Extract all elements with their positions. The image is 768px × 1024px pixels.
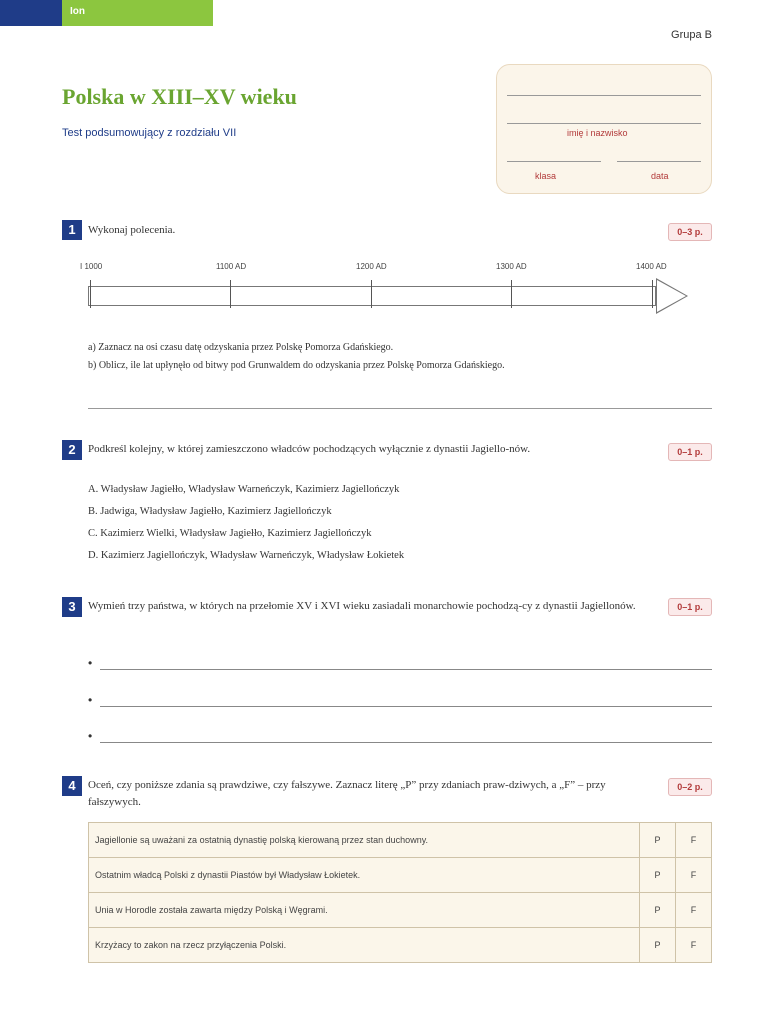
name-label: imię i nazwisko [567,128,628,138]
true-option[interactable]: P [640,893,676,928]
task-2-option-a[interactable]: A. Władysław Jagiełło, Władysław Warneńczyk, Kazimierz Jagiellończyk [88,484,400,495]
bullet: • [88,656,93,670]
bullet: • [88,729,93,743]
false-option[interactable]: F [676,858,712,893]
task-3-answer-line[interactable] [88,656,712,670]
class-line[interactable] [507,161,601,162]
task-1-subquestion-b: b) Oblicz, ile lat upłynęło od bitwy pod Grunwaldem do odzyskania przez Polskę Pomorza Gdańskiego. [88,360,505,371]
task-3-number: 3 [62,597,82,617]
group-label: Grupa B [671,29,712,41]
table-row [89,823,712,858]
timeline-label: 1300 AD [496,262,527,271]
page-subtitle: Test podsumowujący z rozdziału VII [62,127,237,139]
statement: Ostatnim władcą Polski z dynastii Piastów był Władysław Łokietek. [89,858,640,893]
false-option[interactable]: F [676,928,712,963]
header-bar-green [62,0,213,26]
timeline-tick [90,280,91,308]
timeline-label: 1100 AD [216,262,247,271]
true-option[interactable]: P [640,858,676,893]
false-option[interactable]: F [676,823,712,858]
timeline-bar[interactable] [88,286,656,306]
task-4-points: 0–2 p. [668,778,712,796]
task-2-points: 0–1 p. [668,443,712,461]
date-line[interactable] [617,161,701,162]
timeline-tick [511,280,512,308]
task-1-text: Wykonaj polecenia. [88,224,176,236]
statement: Unia w Horodle została zawarta między Polską i Węgrami. [89,893,640,928]
task-1-subquestion-a: a) Zaznacz na osi czasu datę odzyskania przez Polskę Pomorza Gdańskiego. [88,342,394,353]
page-title: Polska w XIII–XV wieku [62,84,297,109]
false-option[interactable]: F [676,893,712,928]
task-2-option-d[interactable]: D. Kazimierz Jagiellończyk, Władysław Warneńczyk, Władysław Łokietek [88,550,405,561]
header-bar-blue [0,0,62,26]
timeline-label: I 1000 [80,262,103,271]
class-label: klasa [535,171,557,181]
task-2-number: 2 [62,440,82,460]
name-line[interactable] [507,123,701,124]
info-line [507,95,701,96]
student-info-box [496,64,712,194]
timeline-tick [652,280,653,308]
task-1-number: 1 [62,220,82,240]
task-3-text: Wymień trzy państwa, w których na przełomie XV i XVI wieku zasiadali monarchowie pochodzą-cy z dynastii Jagiellonów. [88,600,636,612]
table-row [89,858,712,893]
timeline-label: 1400 AD [636,262,667,271]
task-2-text: Podkreśl kolejny, w której zamieszczono władców pochodzących wyłącznie z dynastii Jagiello-nów. [88,443,531,455]
section-tag: Ion [70,6,85,17]
task-2-option-c[interactable]: C. Kazimierz Wielki, Władysław Jagiełło, Kazimierz Jagiellończyk [88,528,372,539]
true-option[interactable]: P [640,928,676,963]
bullet: • [88,693,93,707]
task-1-answer-line[interactable] [88,408,712,409]
timeline [80,262,700,322]
statement: Krzyżacy to zakon na rzecz przyłączenia Polski. [89,928,640,963]
task-4-number: 4 [62,776,82,796]
statement: Jagiellonie są uważani za ostatnią dynastię polską kierowaną przez stan duchowny. [89,823,640,858]
table-row [89,928,712,963]
timeline-label: 1200 AD [356,262,387,271]
task-3-answer-line[interactable] [88,693,712,707]
task-2-option-b[interactable]: B. Jadwiga, Władysław Jagiełło, Kazimierz Jagiellończyk [88,506,332,517]
date-label: data [651,171,669,181]
timeline-tick [371,280,372,308]
table-row [89,893,712,928]
task-1-points: 0–3 p. [668,223,712,241]
true-false-table [88,822,712,963]
task-3-answer-line[interactable] [88,729,712,743]
task-3-points: 0–1 p. [668,598,712,616]
true-option[interactable]: P [640,823,676,858]
timeline-tick [230,280,231,308]
task-4-text: Oceń, czy poniższe zdania są prawdziwe, czy fałszywe. Zaznacz literę „P” przy zdaniach praw-dziwych, a „F” – przy fałszywych. [88,779,606,808]
